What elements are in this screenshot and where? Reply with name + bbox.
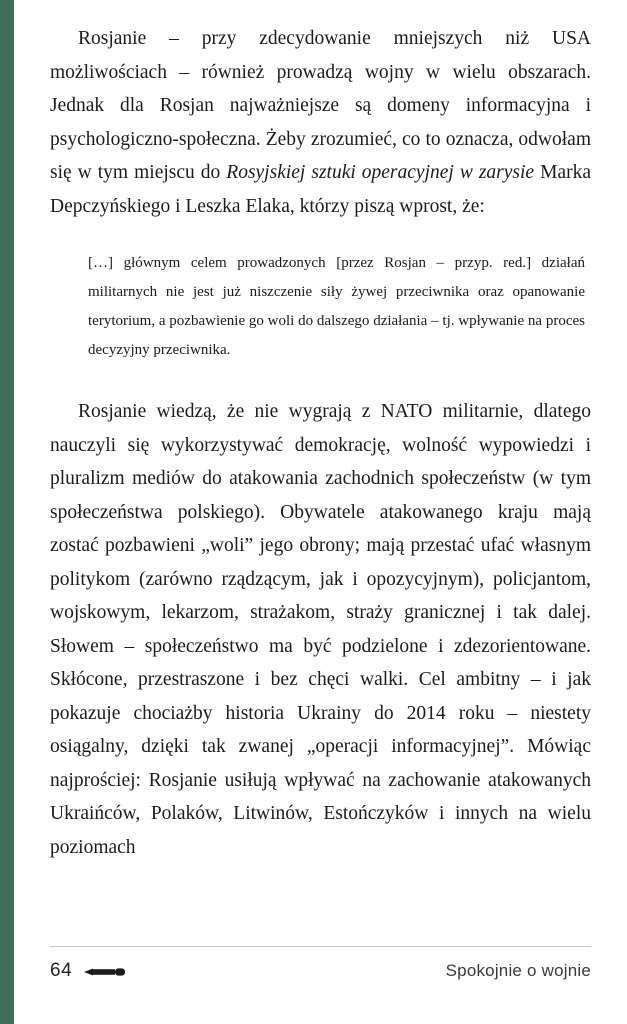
body-text-block-2 [50,395,591,864]
running-title: Spokojnie o wojnie [445,961,591,980]
pen-icon [84,965,126,977]
book-title-italic: Rosyjskiej sztuki operacyjnej w zarysie [226,162,535,183]
paragraph-intro-run-3: Marka Depczyńskiego i Leszka Elaka, którzy piszą wprost, że: [50,162,591,217]
paragraph-main: Rosjanie wiedzą, że nie wygrają z NATO militarnie, dlatego nauczyli się wykorzystywać demokrację, wolność wypowiedzi i pluralizm mediów do atakowania zachodnich społeczeństw (w tym społeczeństwa polskiego). Obywatele atakowanego kraju mają zostać pozbawieni „woli” jego obrony; mają przestać ufać własnym politykom (zarówno rządzącym, jak i opozycyjnym), policjantom, wojskowym, lekarzom, strażakom, straży granicznej i tak dalej. Słowem – społeczeństwo ma być podzielone i zdezorientowane. Skłócone, przestraszone i bez chęci walki. Cel ambitny – i jak pokazuje chociażby historia Ukrainy do 2014 roku – niestety osiągalny, dzięki tak zwanej „operacji informacyjnej”. Mówiąc najprościej: Rosjanie usiłują wpływać na zachowanie atakowanych Ukraińców, Polaków, Litwinów, Estończyków i innych na wielu poziomach [50,401,591,858]
page-footer [14,946,627,1024]
footer-divider [50,946,591,947]
block-quote [50,249,591,365]
page-accent-bar [0,0,14,1024]
paragraph-intro-run-1: Rosjanie – przy zdecydowanie mniejszych niż USA możliwościach – również prowadzą wojny w wielu obszarach. Jednak dla Rosjan najważniejsze są domeny informacyjna i psychologiczno-społeczna. Żeby zrozumieć, co to oznacza, odwołam się w tym miejscu do [50,28,591,183]
quote-spacer [50,365,591,395]
page-number: 64 [50,960,73,981]
page-content [14,0,627,1024]
block-quote-text: […] głównym celem prowadzonych [przez Rosjan – przyp. red.] działań militarnych nie jest już niszczenie siły żywej przeciwnika oraz opanowanie terytorium, a pozbawienie go woli do dalszego działania – tj. wpływanie na proces decyzyjny przeciwnika. [88,255,585,358]
paragraph-intro [50,22,591,223]
body-text-block [50,22,591,223]
